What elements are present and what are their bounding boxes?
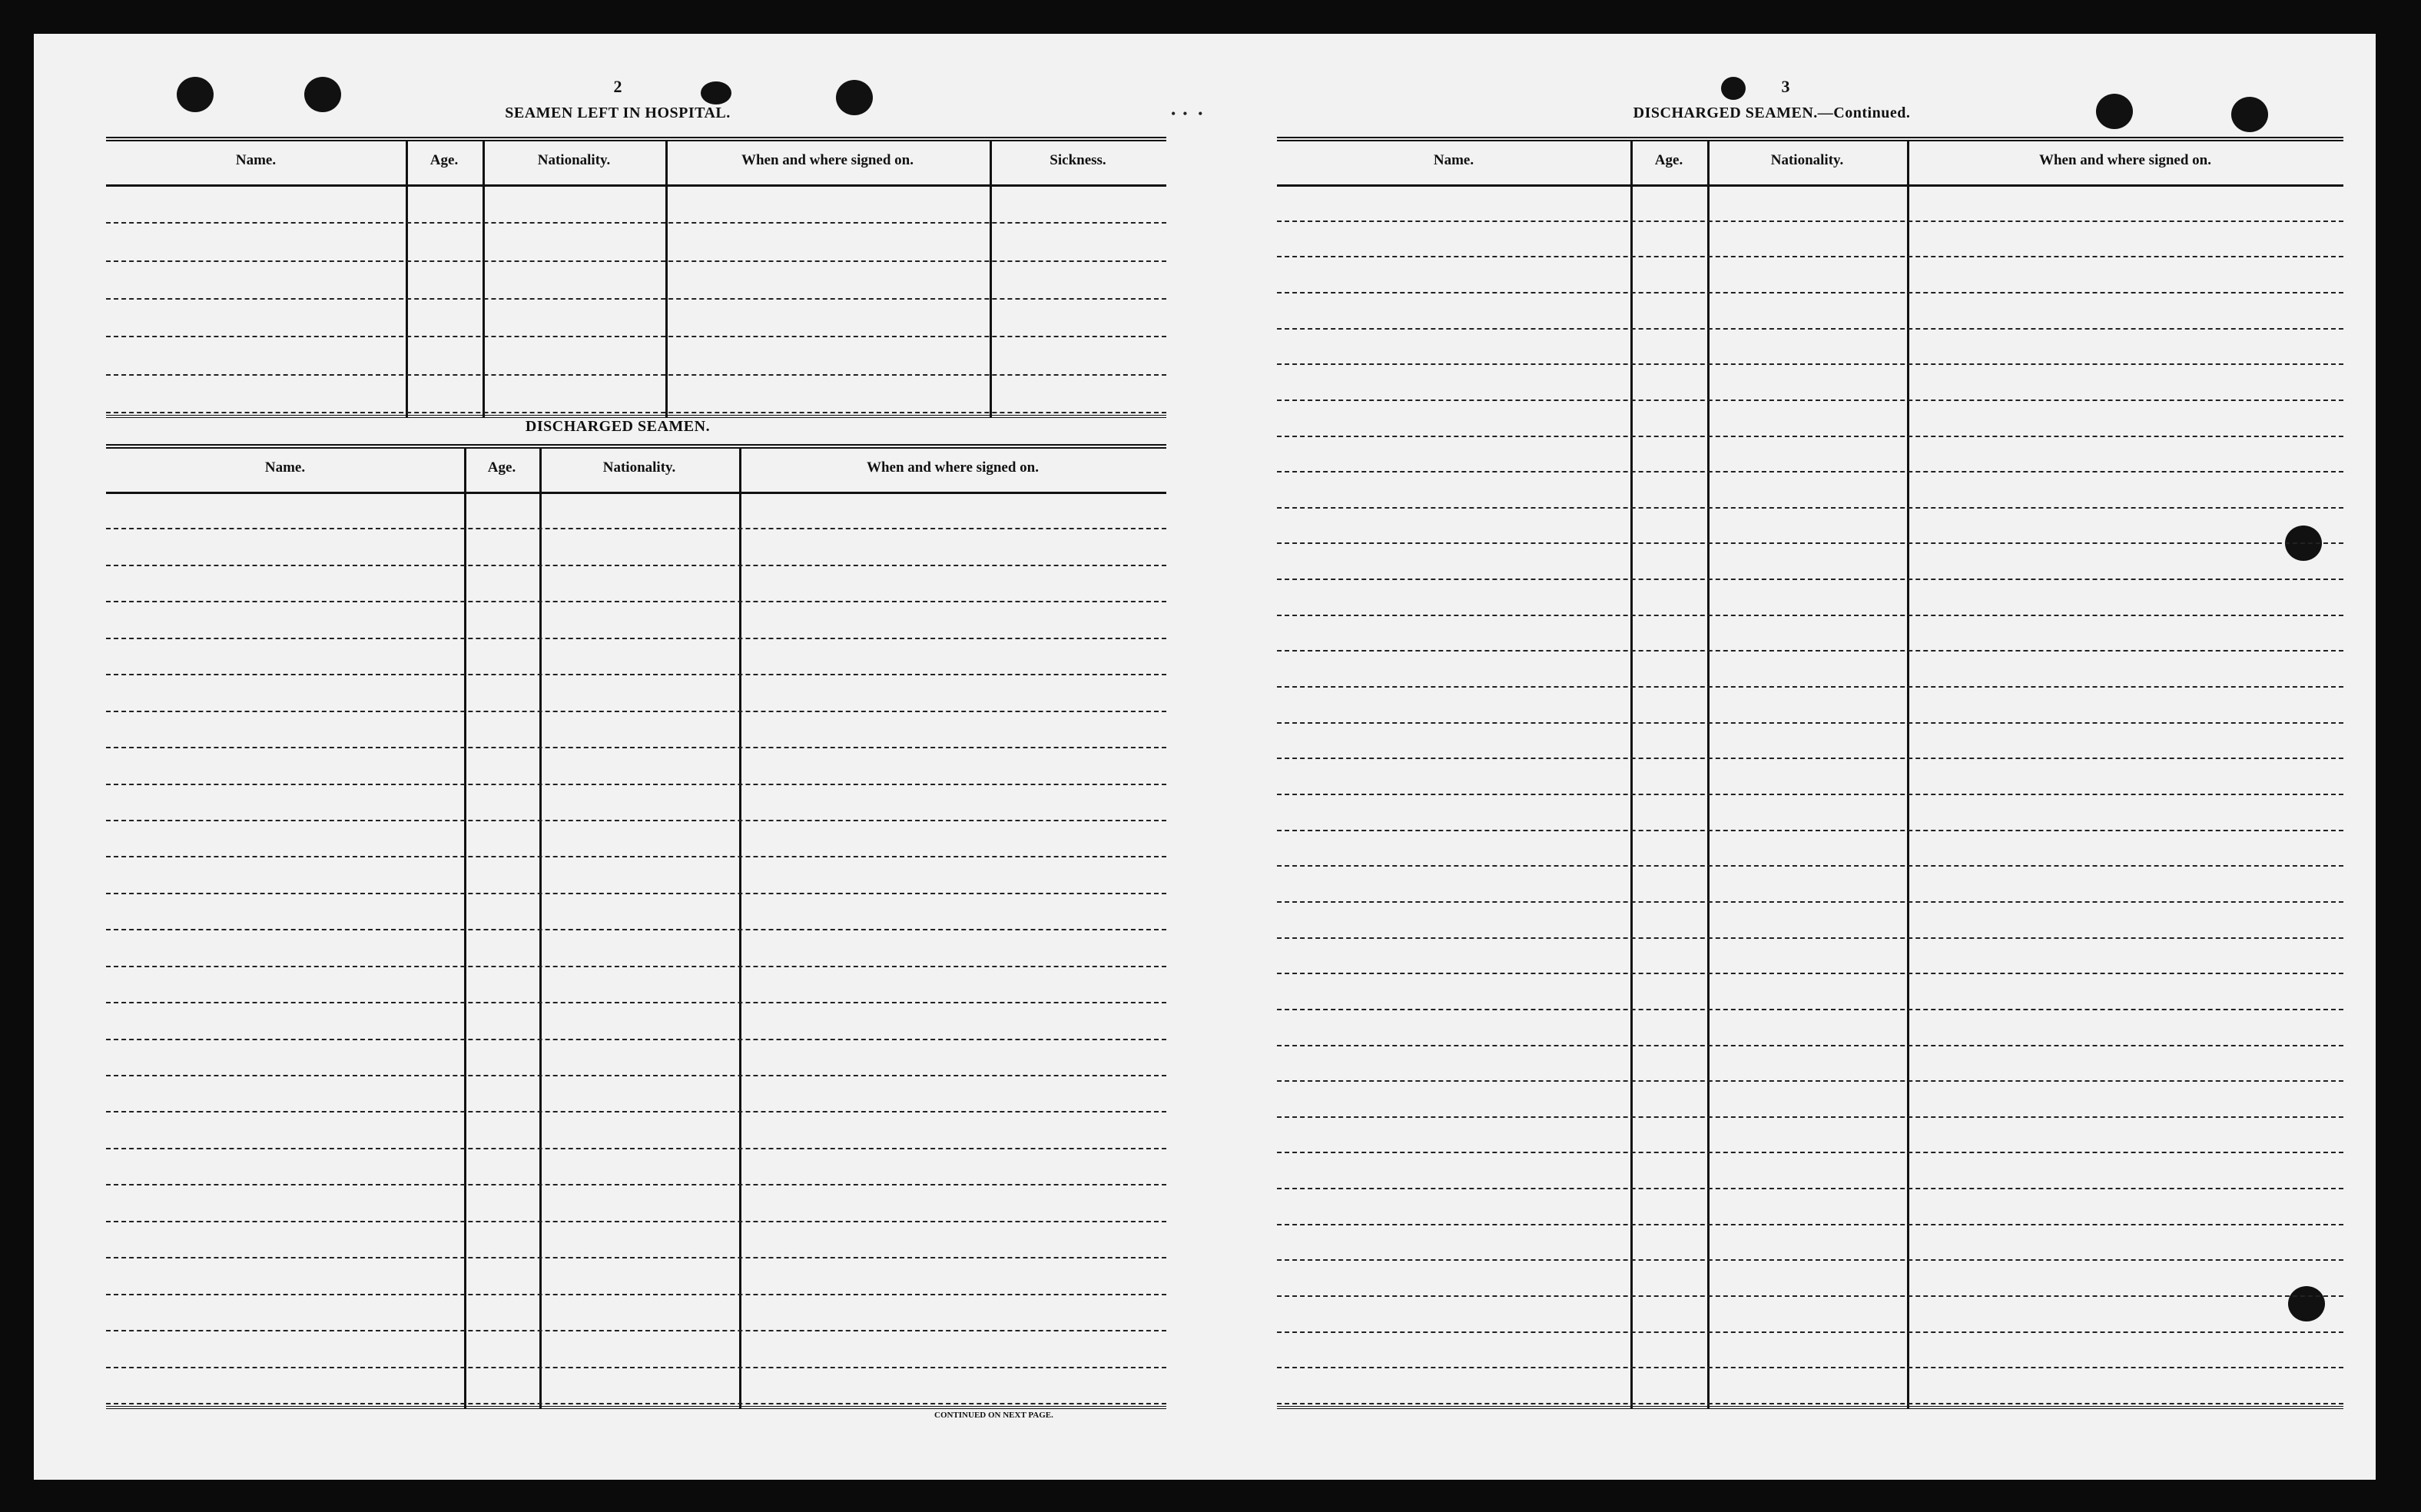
- entry-line: [106, 1111, 1166, 1112]
- section-title-hospital: SEAMEN LEFT IN HOSPITAL.: [505, 104, 731, 121]
- entry-line: [106, 784, 1166, 785]
- entry-line: [1277, 901, 2343, 903]
- column-header-name: Name.: [1433, 152, 1474, 168]
- section-title-discharged-continued: DISCHARGED SEAMEN.—Continued.: [1633, 104, 1911, 121]
- column-header-signed-on: When and where signed on.: [866, 459, 1039, 476]
- hospital-table: [106, 137, 1166, 418]
- entry-line: [1277, 865, 2343, 867]
- column-header-name: Name.: [235, 152, 277, 168]
- entry-line: [106, 1330, 1166, 1331]
- punch-hole: [2231, 97, 2268, 132]
- form-sheet: [34, 34, 2376, 1480]
- column-header-nationality: Nationality.: [1770, 152, 1844, 168]
- entry-line: [106, 820, 1166, 821]
- entry-line: [1277, 1080, 2343, 1082]
- entry-line: [1277, 1116, 2343, 1118]
- entry-line: [1277, 363, 2343, 365]
- entry-line: [1277, 256, 2343, 257]
- page-number: 2: [613, 77, 622, 96]
- entry-line: [1277, 1295, 2343, 1297]
- column-header-nationality: Nationality.: [602, 459, 676, 476]
- discharged-table-continued: [1277, 137, 2343, 1409]
- column-header-sickness: Sickness.: [1050, 152, 1106, 168]
- entry-line: [1277, 1009, 2343, 1010]
- entry-line: [106, 260, 1166, 262]
- column-header-signed-on: When and where signed on.: [2038, 152, 2211, 168]
- discharged-table: [106, 444, 1166, 1409]
- entry-line: [1277, 471, 2343, 472]
- table-header: [106, 449, 1166, 494]
- punch-hole: [701, 81, 731, 104]
- entry-line: [106, 711, 1166, 712]
- entry-line: [1277, 830, 2343, 831]
- entry-line: [106, 336, 1166, 337]
- entry-line: [106, 747, 1166, 748]
- entry-line: [1277, 579, 2343, 580]
- column-header-age: Age.: [429, 152, 459, 168]
- entry-line: [1277, 1152, 2343, 1153]
- section-title-discharged: DISCHARGED SEAMEN.: [525, 418, 711, 435]
- continued-note: CONTINUED ON NEXT PAGE.: [934, 1411, 1053, 1420]
- entry-line: [1277, 507, 2343, 509]
- entry-line: [106, 929, 1166, 930]
- entry-line: [1277, 1188, 2343, 1189]
- entry-line: [1277, 1224, 2343, 1225]
- entry-line: [106, 298, 1166, 300]
- entry-line: [106, 1039, 1166, 1040]
- entry-line: [106, 374, 1166, 376]
- punch-hole: [1721, 77, 1746, 100]
- punch-hole: [836, 80, 873, 115]
- entry-line: [106, 856, 1166, 857]
- entry-line: [1277, 794, 2343, 795]
- entry-line: [106, 565, 1166, 566]
- entry-line: [106, 1257, 1166, 1258]
- entry-line: [1277, 220, 2343, 222]
- entry-line: [1277, 436, 2343, 437]
- column-header-nationality: Nationality.: [537, 152, 611, 168]
- entry-line: [106, 528, 1166, 529]
- entry-line: [106, 966, 1166, 967]
- column-header-age: Age.: [1654, 152, 1683, 168]
- entry-line: [1277, 400, 2343, 401]
- entry-line: [1277, 292, 2343, 293]
- entry-line: [106, 1221, 1166, 1222]
- entry-line: [1277, 615, 2343, 616]
- entry-line: [1277, 1403, 2343, 1404]
- entry-line: [106, 674, 1166, 675]
- entry-line: [1277, 1045, 2343, 1046]
- entry-line: [106, 1184, 1166, 1185]
- table-header: [106, 141, 1166, 187]
- punch-hole: [2096, 94, 2133, 129]
- entry-line: [1277, 973, 2343, 974]
- column-header-name: Name.: [264, 459, 306, 476]
- entry-line: [1277, 758, 2343, 759]
- entry-line: [1277, 650, 2343, 652]
- entry-line: [106, 1148, 1166, 1149]
- entry-line: [1277, 686, 2343, 688]
- entry-line: [106, 1075, 1166, 1076]
- punch-hole: [304, 77, 341, 112]
- punch-hole: [177, 77, 214, 112]
- column-header-age: Age.: [487, 459, 516, 476]
- table-header: [1277, 141, 2343, 187]
- ink-mark: • • •: [1171, 106, 1203, 121]
- entry-line: [1277, 542, 2343, 544]
- entry-line: [106, 412, 1166, 413]
- page-number: 3: [1781, 77, 1790, 96]
- entry-line: [1277, 937, 2343, 939]
- entry-line: [1277, 1259, 2343, 1261]
- entry-line: [106, 1002, 1166, 1003]
- entry-line: [1277, 722, 2343, 724]
- entry-line: [106, 222, 1166, 224]
- entry-line: [1277, 1331, 2343, 1333]
- entry-line: [106, 1403, 1166, 1404]
- entry-line: [106, 638, 1166, 639]
- entry-line: [106, 893, 1166, 894]
- entry-line: [106, 1367, 1166, 1368]
- entry-line: [106, 1294, 1166, 1295]
- entry-line: [1277, 328, 2343, 330]
- entry-line: [106, 601, 1166, 602]
- entry-line: [1277, 1367, 2343, 1368]
- column-header-signed-on: When and where signed on.: [741, 152, 914, 168]
